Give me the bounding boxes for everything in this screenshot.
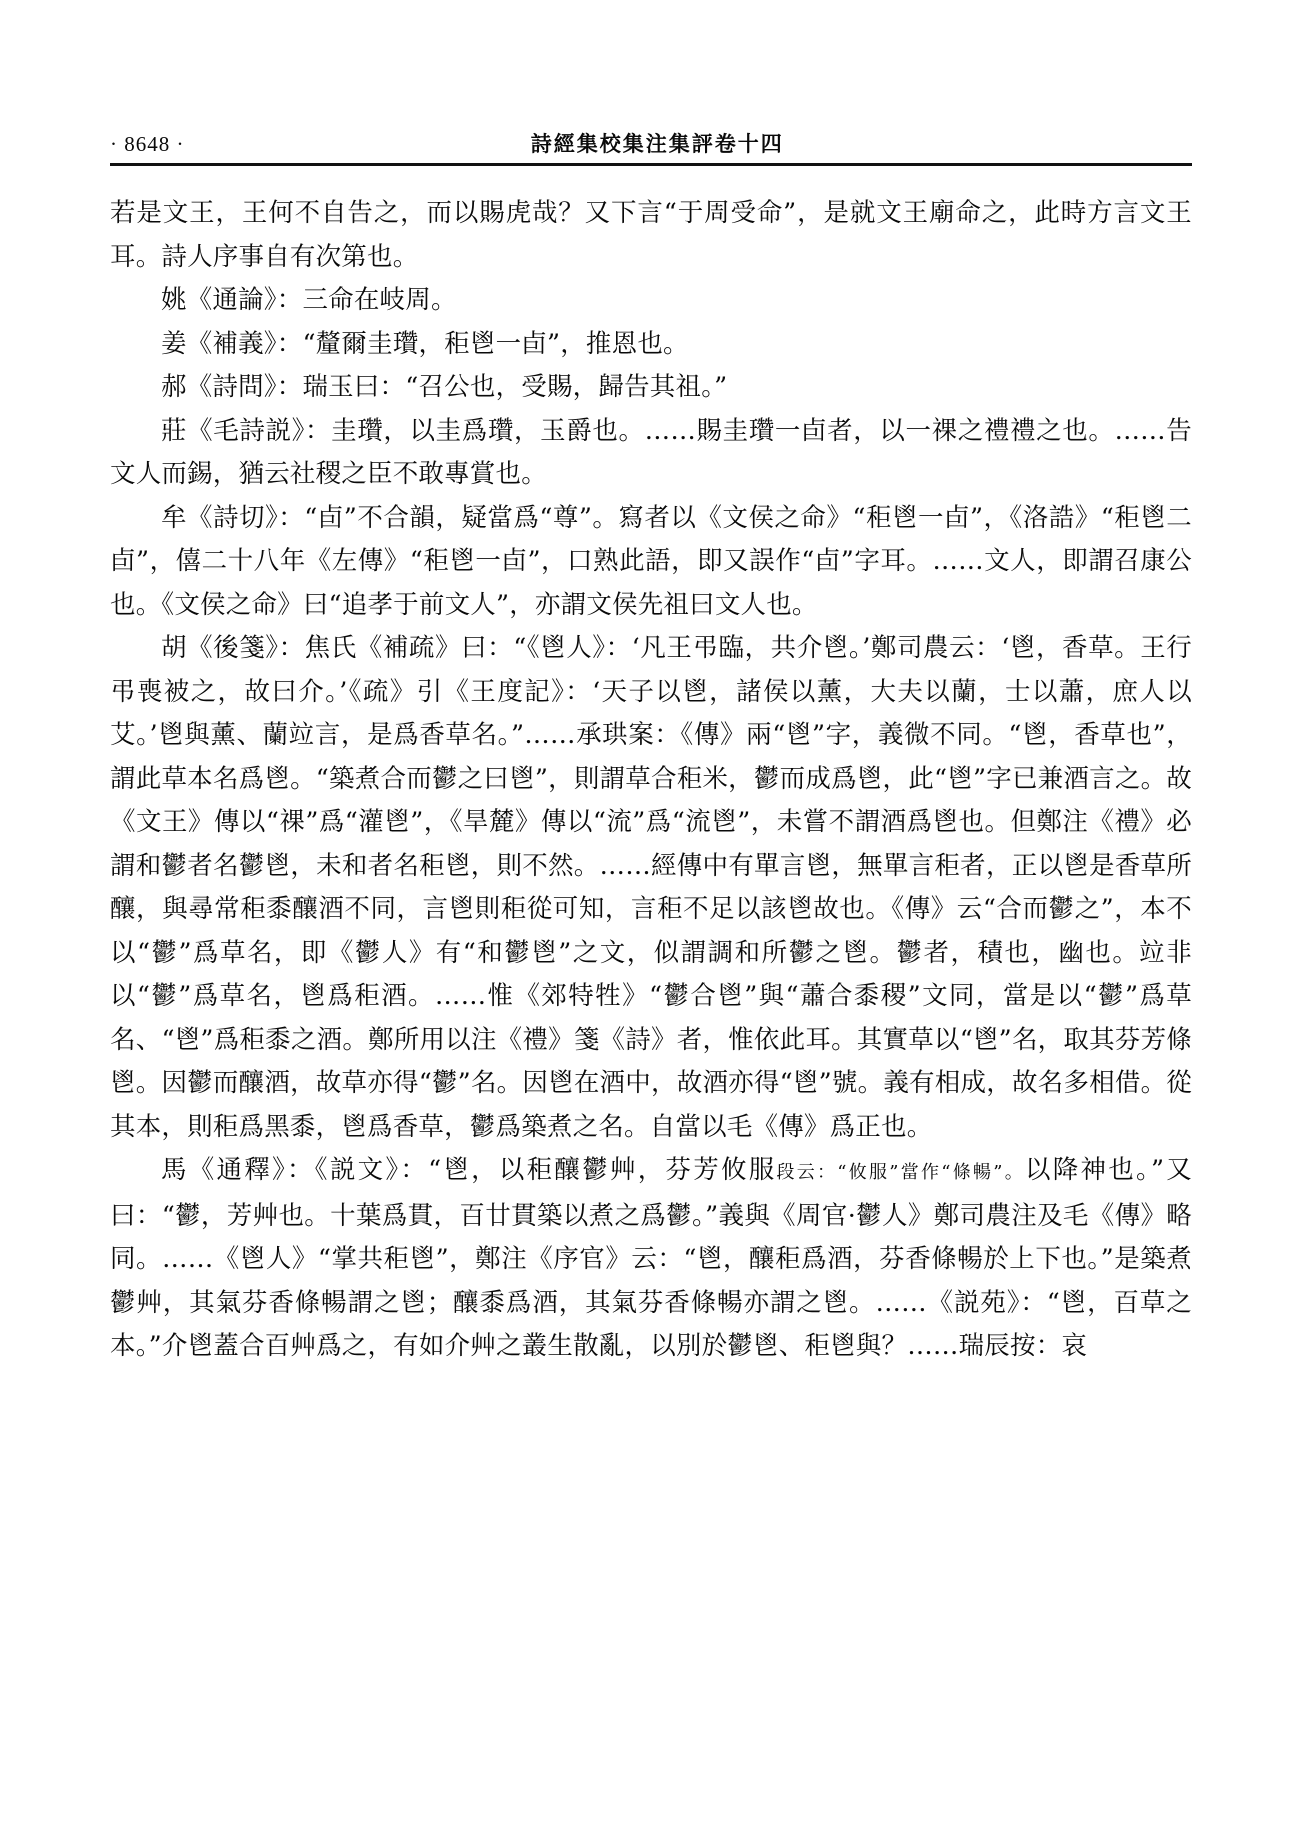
paragraph-yao: 姚《通論》：三命在岐周。 [161, 285, 457, 315]
paragraph-ma-text-before: 馬《通釋》：《説文》：“鬯，以秬釀鬱艸，芬芳攸服 [161, 1155, 777, 1185]
running-title: 詩經集校集注集評卷十四 [530, 131, 784, 156]
inline-annotation-duan: 段云：“攸服”當作“條暢”。 [776, 1162, 1025, 1183]
paragraph-hu: 胡《後箋》：焦氏《補疏》曰：“《鬯人》：‘凡王弔臨，共介鬯。’鄭司農云：‘鬯，香草。王行弔喪被之，故曰介。’《疏》引《王度記》：‘天子以鬯，諸侯以薰，大夫以蘭，士以蕭，庶人以艾。’鬯與薰、蘭竝言，是爲香草名。”……承珙案：《傳》兩“鬯”字，義微不同。“鬯，香草也”，謂此草本名爲鬯。“築煮合而鬱之曰鬯”，則謂草合秬米，鬱而成爲鬯，此“鬯”字已兼酒言之。故《文王》傳以“祼”爲“灌鬯”，《旱麓》傳以“流”爲“流鬯”，未嘗不謂酒爲鬯也。但鄭注《禮》必謂和鬱者名鬱鬯，未和者名秬鬯，則不然。……經傳中有單言鬯，無單言秬者，正以鬯是香草所釀，與尋常秬黍釀酒不同，言鬯則秬從可知，言秬不足以該鬯故也。《傳》云“合而鬱之”，本不以“鬱”爲草名，即《鬱人》有“和鬱鬯”之文，似謂調和所鬱之鬯。鬱者，積也，幽也。竝非以“鬱”爲草名，鬯爲秬酒。……惟《郊特牲》“鬱合鬯”與“蕭合黍稷”文同，當是以“鬱”爲草名、“鬯”爲秬黍之酒。鄭所用以注《禮》箋《詩》者，惟依此耳。其實草以“鬯”名，取其芬芳條鬯。因鬱而釀酒，故草亦得“鬱”名。因鬯在酒中，故酒亦得“鬯”號。義有相成，故名多相借。從其本，則秬爲黑黍，鬯爲香草，鬱爲築煮之名。自當以毛《傳》爲正也。 [110, 633, 1192, 1142]
page-body [110, 192, 1192, 1369]
header-rule [110, 163, 1192, 166]
page-header [110, 128, 1190, 168]
paragraph-ma [110, 1149, 1192, 1369]
paragraph-jiang: 姜《補義》：“釐爾圭瓚，秬鬯一卣”，推恩也。 [161, 328, 689, 359]
paragraph-zhuang: 莊《毛詩説》：圭瓚，以圭爲瓚，玉爵也。……賜圭瓚一卣者，以一祼之禮禮之也。……告文人而錫，猶云社稷之臣不敢專賞也。 [110, 415, 1192, 489]
paragraph-opening: 若是文王，王何不自告之，而以賜虎哉？又下言“于周受命”，是就文王廟命之，此時方言文王耳。詩人序事自有次第也。 [110, 198, 1192, 272]
paragraph-hao: 郝《詩問》：瑞玉曰：“召公也，受賜，歸告其祖。” [161, 372, 728, 402]
paragraph-ma-text-after: 以降神也。”又曰：“鬱，芳艸也。十葉爲貫，百廿貫築以煮之爲鬱。”義與《周官·鬱人》鄭司農注及毛《傳》略同。……《鬯人》“掌共秬鬯”，鄭注《序官》云：“鬯，釀秬爲酒，芬香條暢於上下也。”是築煮鬱艸，其氣芬香條暢謂之鬯；釀黍爲酒，其氣芬香條暢亦謂之鬯。……《説苑》：“鬯，百草之本。”介鬯蓋合百艸爲之，有如介艸之叢生散亂，以別於鬱鬯、秬鬯與？……瑞辰按：哀 [110, 1155, 1193, 1361]
page-number: · 8648 · [110, 132, 185, 156]
paragraph-mou: 牟《詩切》：“卣”不合韻，疑當爲“尊”。寫者以《文侯之命》“秬鬯一卣”，《洛誥》“秬鬯二卣”，僖二十八年《左傳》“秬鬯一卣”，口熟此語，即又誤作“卣”字耳。……文人，即謂召康公也。《文侯之命》曰“追孝于前文人”，亦謂文侯先祖曰文人也。 [110, 502, 1192, 620]
